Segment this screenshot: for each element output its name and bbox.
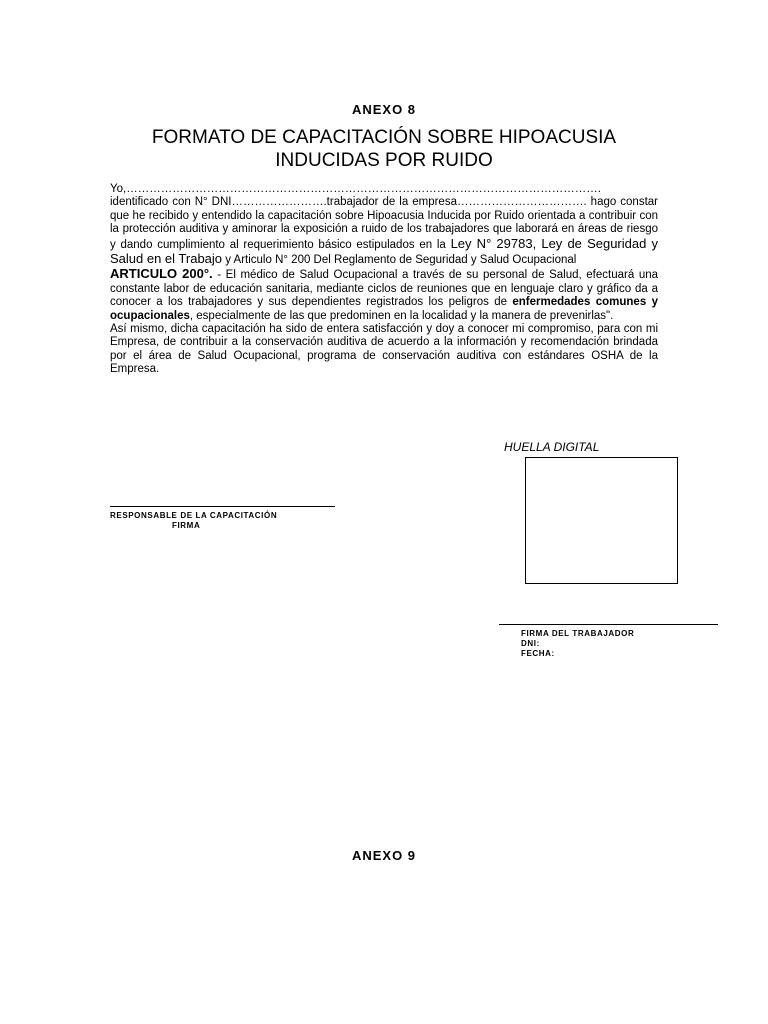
fingerprint-box [525, 457, 678, 584]
commitment-paragraph: Así mismo, dicha capacitación ha sido de entera satisfacción y doy a conocer mi compromiso, para con mi Empresa, de contribuir a la conservación auditiva de acuerdo a la información y recomendación brindada por el área de Salud Ocupacional, programa de conservación auditiva con estándares OSHA de la Empresa. [110, 323, 658, 376]
declaration-text-end: y Articulo N° 200 Del Reglamento de Seguridad y Salud Ocupacional [222, 254, 577, 267]
article-paragraph [110, 267, 658, 323]
worker-fecha-label: FECHA: [521, 649, 555, 658]
declaration-body [110, 183, 658, 377]
declaration-text-start: identificado con N° DNI…………………….trabajador de la empresa……………………………. hago constar que he recibido y entendido la capacitación sobre Hipoacusia Inducida por Ruido orientada a contribuir con la protección auditiva y aminorar la exposición a ruido de los trabajadores que laborará en áreas de riesgo y dando cumplimiento al requerimiento básico estipulados en la [110, 196, 658, 251]
document-title [100, 126, 668, 172]
worker-dni-label: DNI: [521, 639, 540, 648]
name-fill-line: Yo,……………………………………………………………………………………………………………. [110, 183, 601, 195]
title-line-1: FORMATO DE CAPACITACIÓN SOBRE HIPOACUSIA [151, 127, 617, 148]
article-label: ARTICULO 200°. [110, 266, 213, 282]
trainer-label: RESPONSABLE DE LA CAPACITACIÓN [110, 511, 278, 520]
worker-firma-label: FIRMA DEL TRABAJADOR [521, 629, 635, 638]
title-line-2: INDUCIDAS POR RUIDO [275, 150, 493, 171]
declaration-paragraph [110, 196, 658, 267]
article-text-start: - El médico de Salud Ocupacional a través de su personal de Salud, efectuará una constante labor de educación sanitaria, mediante ciclos de reuniones que en lenguaje claro y gráfico da a conocer a los trabajadores y sus dependientes registrados los peligros de [110, 269, 659, 309]
worker-signature-labels [521, 629, 634, 659]
annex-9-heading: ANEXO 9 [351, 848, 417, 863]
trainer-signature-line [110, 506, 335, 507]
law-reference: Ley N° 29783, Ley de Seguridad y Salud en el Trabajo [110, 235, 658, 267]
diseases-bold-text: enfermedades comunes y ocupacionales [110, 296, 658, 322]
fingerprint-label: HUELLA DIGITAL [504, 440, 600, 454]
worker-signature-line [499, 624, 718, 625]
annex-8-heading: ANEXO 8 [351, 102, 417, 117]
trainer-firma-label: FIRMA [172, 521, 201, 530]
article-text-end: , especialmente de las que predominen en la localidad y la manera de prevenirlas". [189, 309, 614, 322]
